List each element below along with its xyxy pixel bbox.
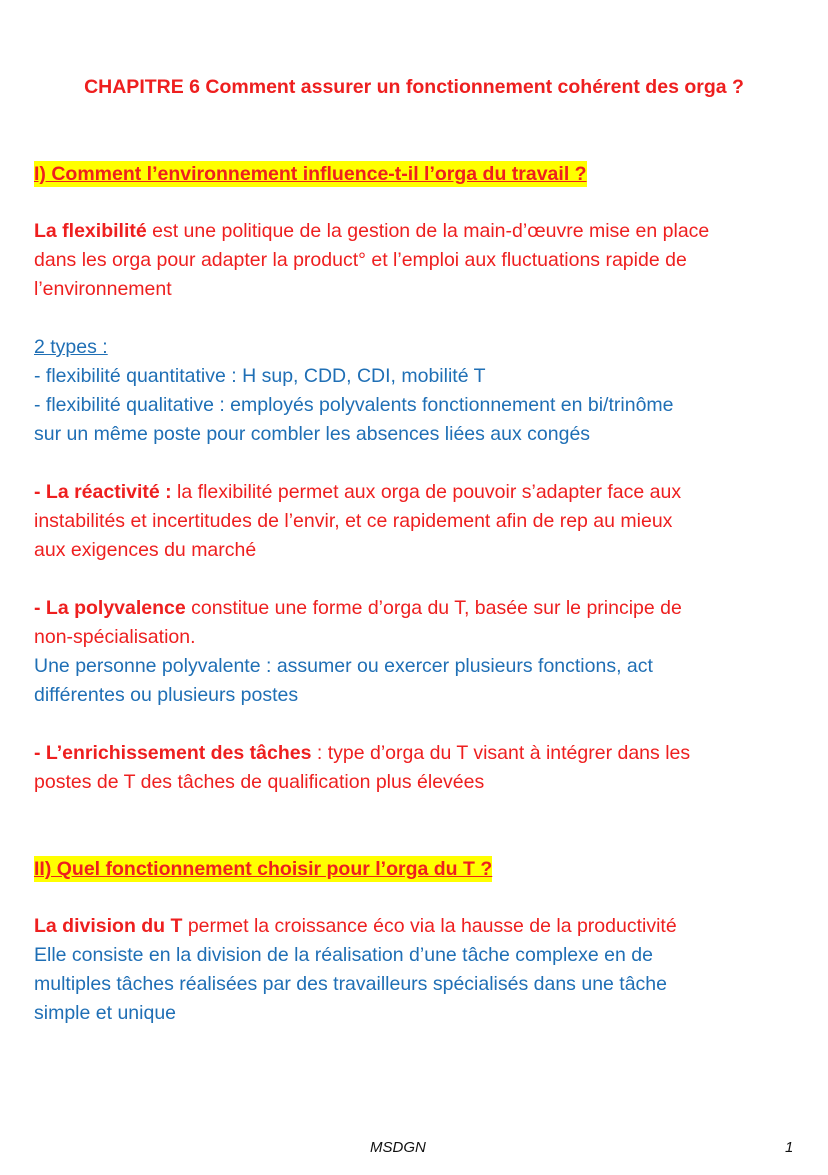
flexibilite-line-2: dans les orga pour adapter la product° et l’emploi aux fluctuations rapide de [34, 249, 687, 271]
polyvalence-line-1 [34, 594, 682, 623]
chapter-title: CHAPITRE 6 Comment assurer un fonctionnement cohérent des orga ? [84, 76, 744, 98]
enrichissement-term: - L’enrichissement des tâches [34, 742, 312, 764]
reactivite-line-3: aux exigences du marché [34, 539, 257, 561]
polyvalence-text-1: constitue une forme d’orga du T, basée sur le principe de [185, 597, 682, 619]
types-item-qualitative-line-2: sur un même poste pour combler les absences liées aux congés [34, 423, 591, 445]
reactivite-text-1: la flexibilité permet aux orga de pouvoir s’adapter face aux [171, 481, 682, 503]
types-label: 2 types : [34, 336, 108, 358]
division-term: La division du T [34, 915, 183, 937]
reactivite-term: - La réactivité : [34, 481, 172, 503]
reactivite-line-2: instabilités et incertitudes de l’envir, et ce rapidement afin de rep au mieux [34, 510, 673, 532]
enrichissement-line-1 [34, 739, 690, 768]
page-number: 1 [785, 1139, 794, 1156]
flexibilite-line-1 [34, 217, 709, 246]
polyvalence-blue-line-2: différentes ou plusieurs postes [34, 684, 299, 706]
flexibilite-term: La flexibilité [34, 220, 147, 242]
division-blue-line-2: multiples tâches réalisées par des travailleurs spécialisés dans une tâche [34, 973, 667, 995]
types-item-quantitative: - flexibilité quantitative : H sup, CDD, CDI, mobilité T [34, 365, 486, 387]
section-1-heading: I) Comment l’environnement influence-t-il l’orga du travail ? [34, 163, 587, 185]
section-2-heading: II) Quel fonctionnement choisir pour l’orga du T ? [34, 858, 493, 880]
division-blue-line-1: Elle consiste en la division de la réalisation d’une tâche complexe en de [34, 944, 653, 966]
flexibilite-line-3: l’environnement [34, 278, 172, 300]
reactivite-line-1 [34, 478, 681, 507]
polyvalence-line-2: non-spécialisation. [34, 626, 196, 648]
enrichissement-text-1: : type d’orga du T visant à intégrer dans les [311, 742, 691, 764]
division-line-1 [34, 912, 677, 941]
types-item-qualitative-line-1: - flexibilité qualitative : employés polyvalents fonctionnement en bi/trinôme [34, 394, 674, 416]
enrichissement-line-2: postes de T des tâches de qualification plus élevées [34, 771, 485, 793]
polyvalence-blue-line-1: Une personne polyvalente : assumer ou exercer plusieurs fonctions, act [34, 655, 653, 677]
footer-author: MSDGN [370, 1139, 426, 1156]
division-text-1: permet la croissance éco via la hausse de la productivité [182, 915, 677, 937]
flexibilite-text-1: est une politique de la gestion de la main-d’œuvre mise en place [146, 220, 710, 242]
division-blue-line-3: simple et unique [34, 1002, 177, 1024]
polyvalence-term: - La polyvalence [34, 597, 186, 619]
